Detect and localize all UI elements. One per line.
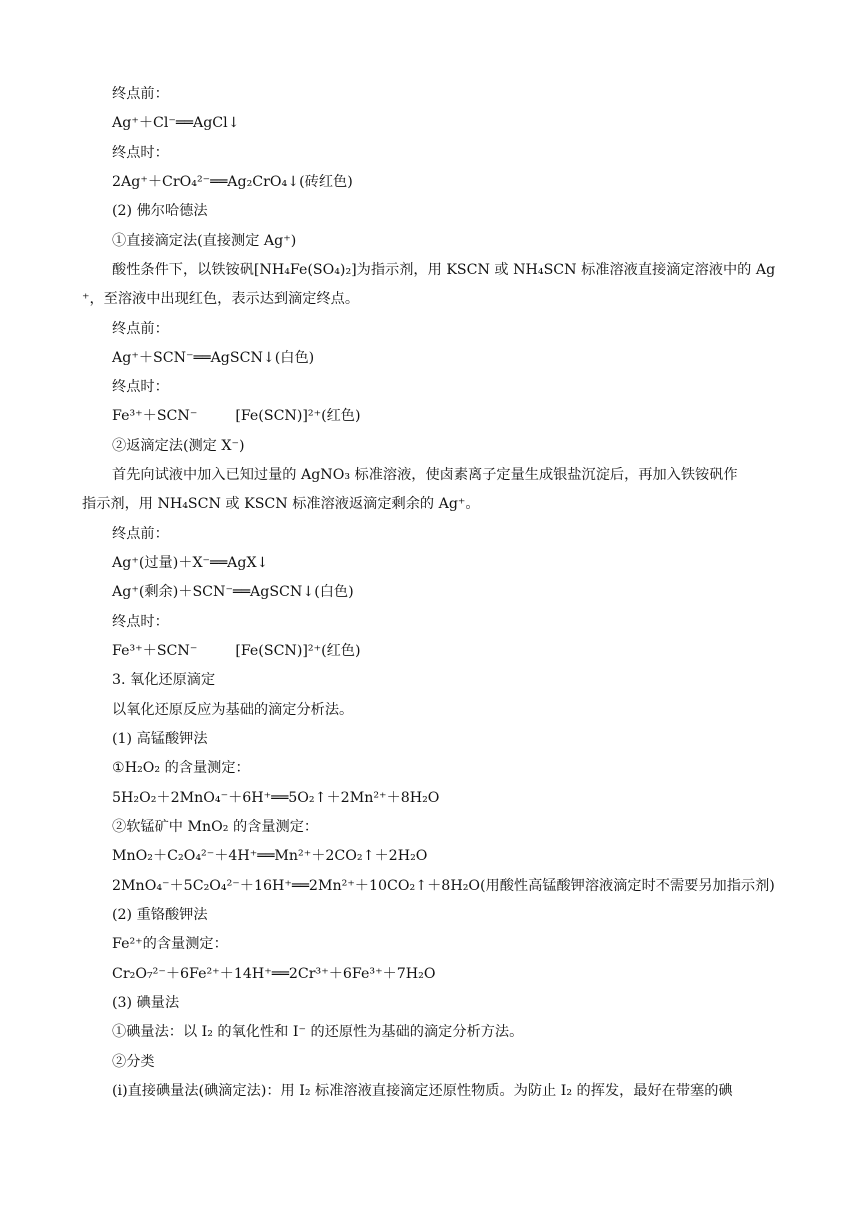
text-line: ①直接滴定法(直接测定 Ag⁺) [112,233,297,249]
text-line: ②软锰矿中 MnO₂ 的含量测定： [112,819,319,835]
text-line: 终点前： [112,86,169,102]
equation-line: 2MnO₄⁻＋5C₂O₄²⁻＋16H⁺══2Mn²⁺＋10CO₂↑＋8H₂O(用酸性高锰酸钾溶液滴定时不需要另加指示剂) [112,878,775,894]
text-line: ②分类 [112,1054,155,1070]
section-heading: 3. 氧化还原滴定 [112,672,216,688]
text-line: 终点前： [112,526,169,542]
equation-line: 2Ag⁺＋CrO₄²⁻══Ag₂CrO₄↓(砖红色) [112,174,353,190]
equation-right: [Fe(SCN)]²⁺(红色) [235,408,361,424]
equation-line: Ag⁺＋Cl⁻══AgCl↓ [112,115,240,131]
subsection-heading: (3) 碘量法 [112,995,180,1011]
paragraph-line: 指示剂，用 NH₄SCN 或 KSCN 标准溶液返滴定剩余的 Ag⁺。 [82,496,480,512]
paragraph-line: 酸性条件下，以铁铵矾[NH₄Fe(SO₄)₂]为指示剂，用 KSCN 或 NH₄SCN 标准溶液直接滴定溶液中的 Ag [112,262,776,278]
equation-left: Fe³⁺＋SCN⁻ [112,408,198,424]
equation-line: Ag⁺＋SCN⁻══AgSCN↓(白色) [112,350,315,366]
equation-line [112,406,361,426]
text-line: Fe²⁺的含量测定： [112,936,228,952]
paragraph-line: ⁺，至溶液中出现红色，表示达到滴定终点。 [82,291,360,307]
equation-line: MnO₂＋C₂O₄²⁻＋4H⁺══Mn²⁺＋2CO₂↑＋2H₂O [112,848,428,864]
equation-right: [Fe(SCN)]²⁺(红色) [235,643,361,659]
text-line: ①碘量法：以 I₂ 的氧化性和 I⁻ 的还原性为基础的滴定分析方法。 [112,1024,524,1040]
text-line: 终点时： [112,145,169,161]
equation-line: Ag⁺(剩余)＋SCN⁻══AgSCN↓(白色) [112,584,354,600]
subsection-heading: (2) 重铬酸钾法 [112,907,208,923]
equation-line [112,641,361,661]
subsection-heading: (2) 佛尔哈德法 [112,203,208,219]
paragraph-line: (ⅰ)直接碘量法(碘滴定法)：用 I₂ 标准溶液直接滴定还原性物质。为防止 I₂ 的挥发，最好在带塞的碘 [112,1083,733,1099]
equation-line: 5H₂O₂＋2MnO₄⁻＋6H⁺══5O₂↑＋2Mn²⁺＋8H₂O [112,790,440,806]
subsection-heading: (1) 高锰酸钾法 [112,731,208,747]
paragraph-line: 首先向试液中加入已知过量的 AgNO₃ 标准溶液，使卤素离子定量生成银盐沉淀后，再加入铁铵矾作 [112,467,738,483]
text-line: 终点前： [112,321,169,337]
text-line: ②返滴定法(测定 X⁻) [112,438,245,454]
equation-line: Ag⁺(过量)＋X⁻══AgX↓ [112,555,269,571]
text-line: ①H₂O₂ 的含量测定： [112,760,250,776]
text-line: 终点时： [112,614,169,630]
text-line: 以氧化还原反应为基础的滴定分析法。 [112,702,354,718]
equation-line: Cr₂O₇²⁻＋6Fe²⁺＋14H⁺══2Cr³⁺＋6Fe³⁺＋7H₂O [112,966,436,982]
text-line: 终点时： [112,379,169,395]
equation-left: Fe³⁺＋SCN⁻ [112,643,198,659]
